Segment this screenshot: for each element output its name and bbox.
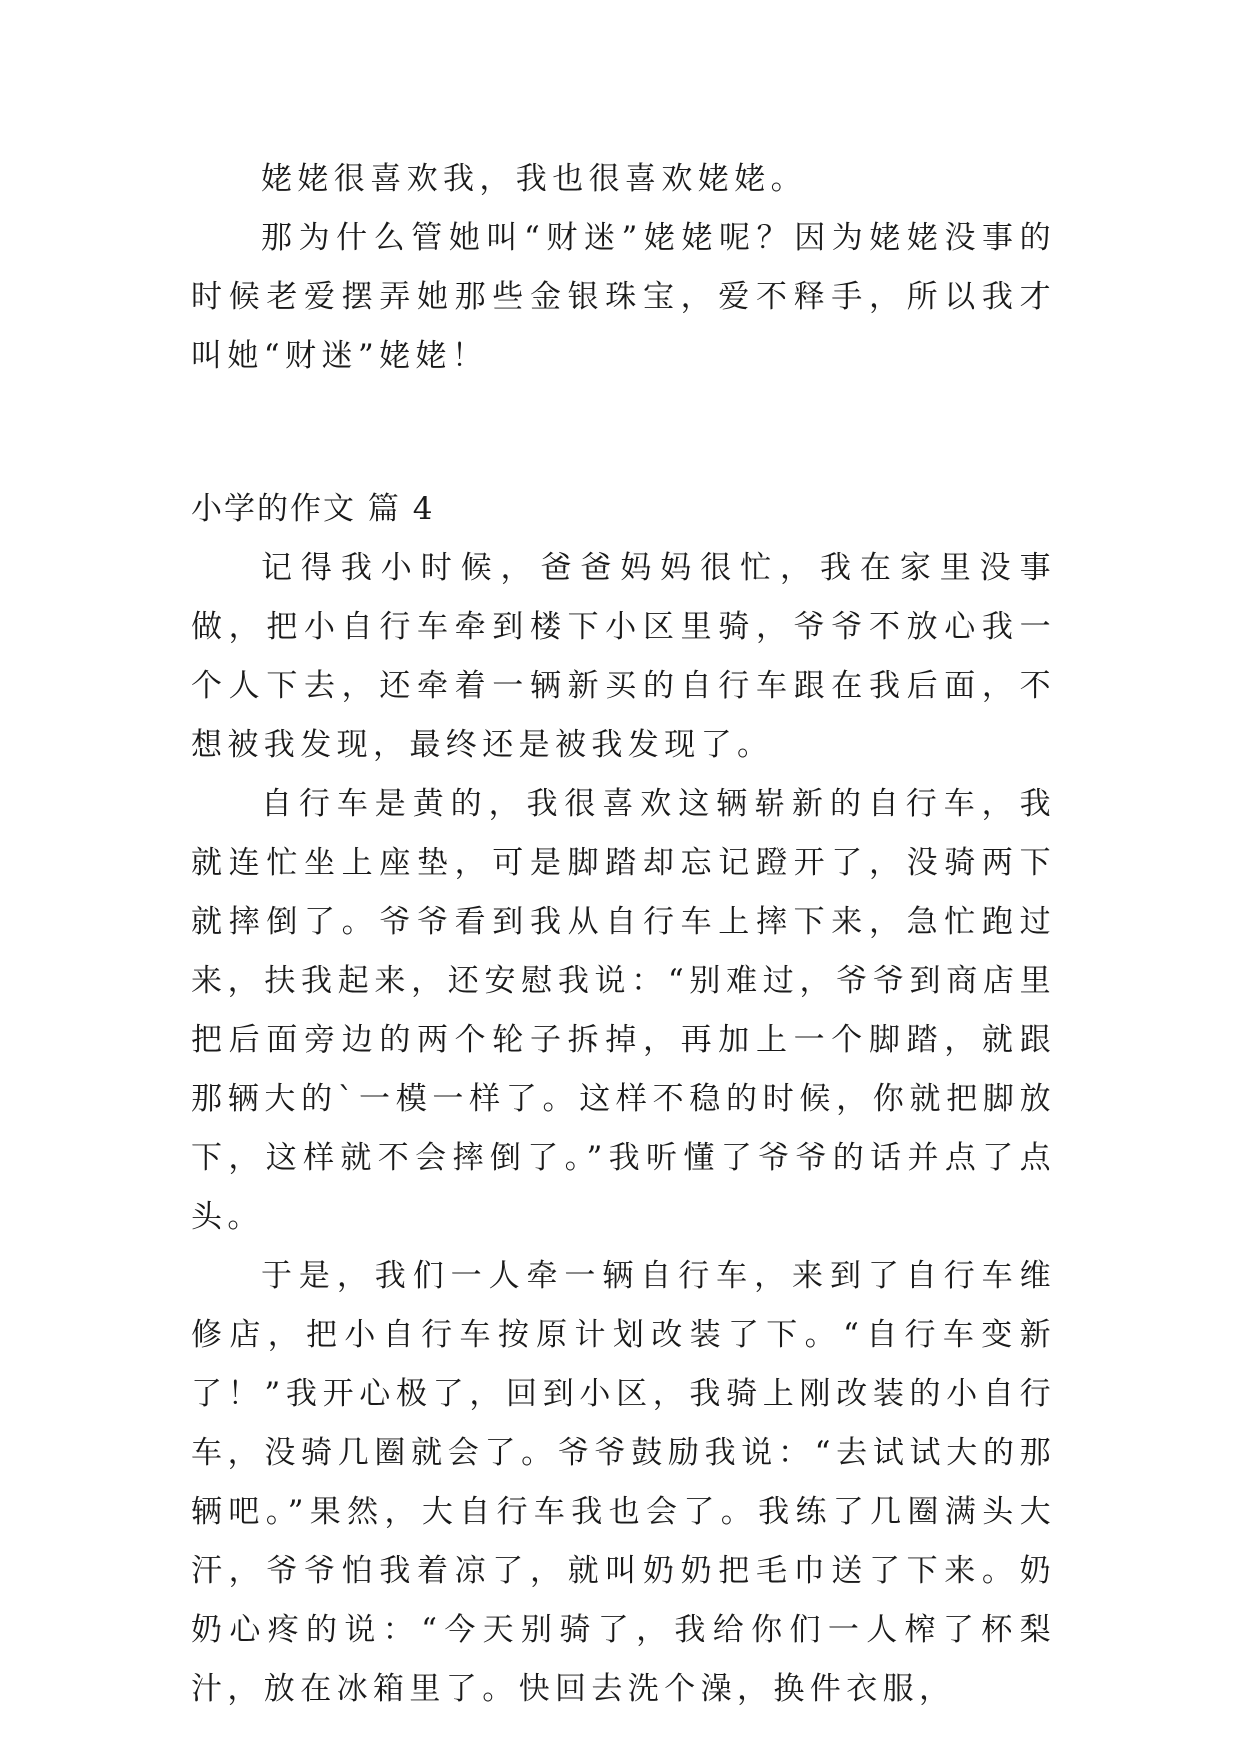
section-spacer bbox=[191, 386, 1056, 480]
paragraph: 于是，我们一人牵一辆自行车，来到了自行车维修店，把小自行车按原计划改装了下。“自行车变新了！”我开心极了，回到小区，我骑上刚改装的小自行车，没骑几圈就会了。爷爷鼓励我说：“去试试大的那辆吧。”果然，大自行车我也会了。我练了几圈满头大汗，爷爷怕我着凉了，就叫奶奶把毛巾送了下来。奶奶心疼的说：“今天别骑了，我给你们一人榨了杯梨汁，放在冰箱里了。快回去洗个澡，换件衣服， bbox=[191, 1258, 1056, 1707]
section-heading: 小学的作文 篇 4 bbox=[191, 491, 435, 527]
paragraph: 记得我小时候，爸爸妈妈很忙，我在家里没事做，把小自行车牵到楼下小区里骑，爷爷不放心我一个人下去，还牵着一辆新买的自行车跟在我后面，不想被我发现，最终还是被我发现了。 bbox=[191, 550, 1056, 763]
paragraph: 姥姥很喜欢我，我也很喜欢姥姥。 bbox=[261, 161, 807, 197]
paragraph: 自行车是黄的，我很喜欢这辆崭新的自行车，我就连忙坐上座垫，可是脚踏却忘记蹬开了，没骑两下就摔倒了。爷爷看到我从自行车上摔下来，急忙跑过来，扶我起来，还安慰我说：“别难过，爷爷到商店里把后面旁边的两个轮子拆掉，再加上一个脚踏，就跟那辆大的`一模一样了。这样不稳的时候，你就把脚放下，这样就不会摔倒了。”我听懂了爷爷的话并点了点头。 bbox=[191, 786, 1056, 1235]
paragraph: 那为什么管她叫“财迷”姥姥呢？因为姥姥没事的时候老爱摆弄她那些金银珠宝，爱不释手，所以我才叫她“财迷”姥姥！ bbox=[191, 220, 1056, 374]
document-body bbox=[191, 150, 1056, 1719]
